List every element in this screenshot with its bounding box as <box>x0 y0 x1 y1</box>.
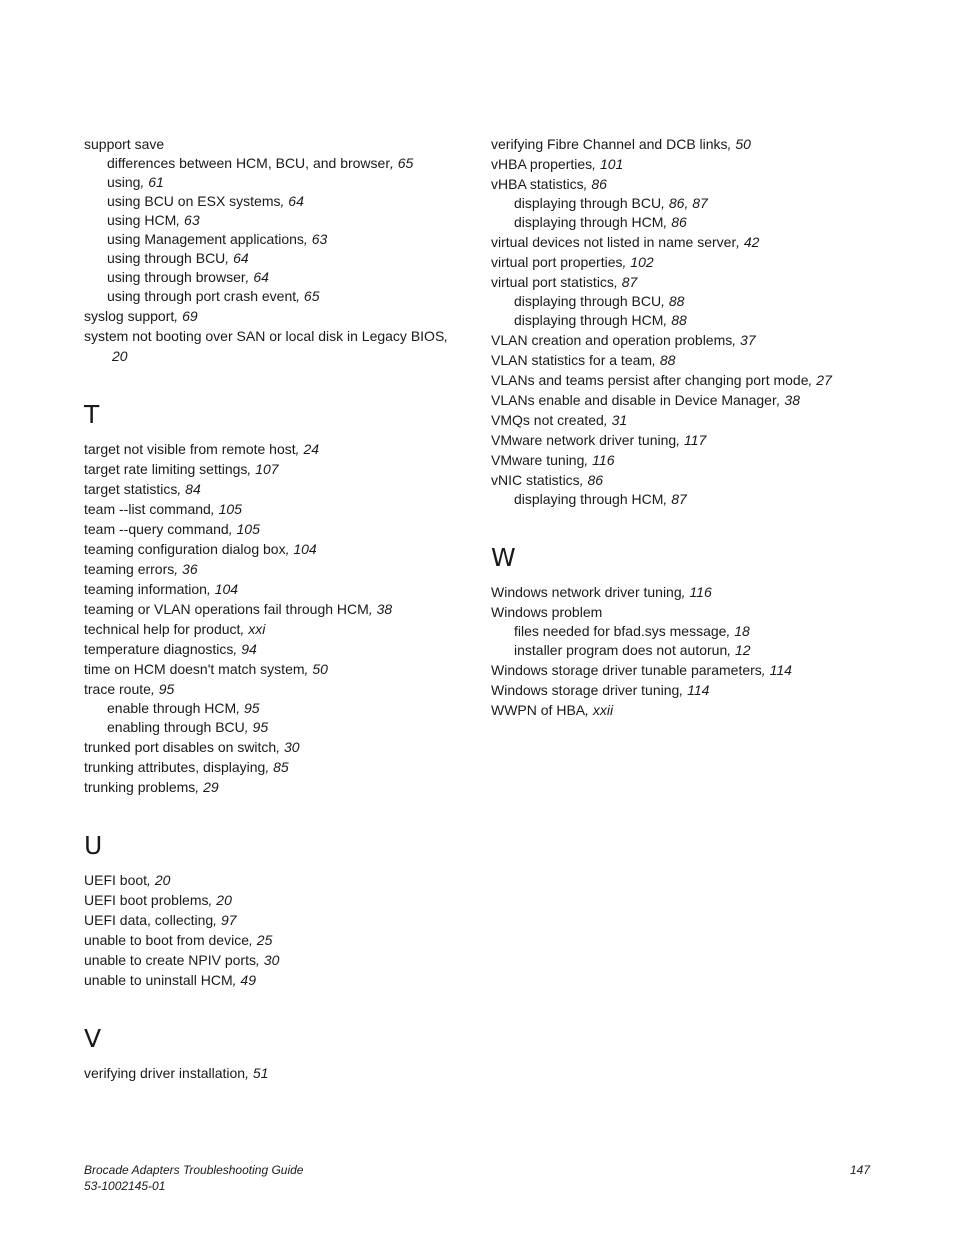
index-subentry: files needed for bfad.sys message, 18 <box>514 623 750 639</box>
entry-text: vNIC statistics <box>491 472 580 488</box>
index-entry: unable to boot from device, 25 <box>84 932 273 948</box>
index-entry: verifying driver installation, 51 <box>84 1065 269 1081</box>
entry-text: verifying Fibre Channel and DCB links <box>491 136 728 152</box>
page-reference-link[interactable]: 95 <box>243 700 260 716</box>
footer-title: Brocade Adapters Troubleshooting Guide <box>84 1163 304 1177</box>
entry-text: vHBA properties <box>491 156 593 172</box>
index-subentry: displaying through HCM, 88 <box>514 312 687 328</box>
index-entry: UEFI boot problems, 20 <box>84 892 232 908</box>
entry-text: files needed for bfad.sys message <box>514 623 727 639</box>
entry-text: target statistics <box>84 481 178 497</box>
index-entry: trunking attributes, displaying, 85 <box>84 759 289 775</box>
index-entry <box>84 134 474 154</box>
index-entry: system not booting over SAN or local disk in Legacy BIOS, 20 <box>84 326 474 366</box>
index-entry: VMQs not created, 31 <box>491 412 628 428</box>
index-entry: vNIC statistics, 86 <box>491 472 604 488</box>
page-reference-link[interactable]: 95 <box>252 719 269 735</box>
index-column-right <box>491 134 891 720</box>
entry-text: using Management applications <box>107 231 304 247</box>
index-entry: trunking problems, 29 <box>84 779 219 795</box>
page-reference-link[interactable]: 49 <box>240 972 256 988</box>
page-reference-link[interactable]: 94 <box>241 641 257 657</box>
index-entry: target rate limiting settings, 107 <box>84 461 279 477</box>
page-reference-link[interactable]: 97 <box>220 912 237 928</box>
index-entry: WWPN of HBA, xxii <box>491 702 614 718</box>
entry-text: system not booting over SAN or local disk in Legacy BIOS <box>84 328 445 344</box>
index-subentry: using through port crash event, 65 <box>107 288 320 304</box>
entry-text: using <box>107 174 141 190</box>
page-reference-link[interactable]: 30 <box>263 952 280 968</box>
index-subentry: using, 61 <box>107 174 164 190</box>
section-letter-t: T <box>84 400 100 429</box>
entry-text: verifying driver installation <box>84 1065 246 1081</box>
index-entry: team --list command, 105 <box>84 501 242 517</box>
entry-text: displaying through BCU <box>514 293 662 309</box>
page-reference-link[interactable]: 27 <box>816 372 832 388</box>
index-entry: VLANs enable and disable in Device Manager, 38 <box>491 392 800 408</box>
index-subentry: differences between HCM, BCU, and browser, 65 <box>107 155 414 171</box>
entry-text: installer program does not autorun <box>514 642 728 658</box>
entry-text: UEFI boot problems <box>84 892 209 908</box>
index-entry: trace route, 95 <box>84 681 175 697</box>
entry-text: VMware tuning <box>491 452 585 468</box>
entry-text: displaying through HCM <box>514 214 664 230</box>
index-subentry: displaying through BCU, 88 <box>514 293 685 309</box>
entry-text: enabling through BCU <box>107 719 245 735</box>
entry-text: Windows storage driver tuning <box>491 682 680 698</box>
page-reference-link[interactable]: 95 <box>158 681 175 697</box>
index-entry: target statistics, 84 <box>84 481 201 497</box>
page-reference-link[interactable]: 65 <box>397 155 414 171</box>
page-reference-link[interactable]: 69 <box>182 308 198 324</box>
page-reference-link[interactable]: 20 <box>112 348 128 364</box>
entry-text: target not visible from remote host <box>84 441 296 457</box>
index-entry: temperature diagnostics, 94 <box>84 641 257 657</box>
page-reference-link[interactable]: 84 <box>185 481 201 497</box>
entry-text: displaying through BCU <box>514 195 662 211</box>
page-reference-link[interactable]: 86 <box>587 472 604 488</box>
section-letter-w: W <box>491 543 516 572</box>
page-reference-link[interactable]: 85 <box>273 759 289 775</box>
page-reference-link[interactable]: 105 <box>218 501 242 517</box>
entry-text: teaming configuration dialog box <box>84 541 286 557</box>
page-reference-link[interactable]: 86, 87 <box>668 195 708 211</box>
page-reference-link[interactable]: 86 <box>671 214 687 230</box>
entry-text: VLAN statistics for a team <box>491 352 653 368</box>
entry-text: VLAN creation and operation problems <box>491 332 733 348</box>
index-entry: technical help for product, xxi <box>84 621 266 637</box>
page-reference-link[interactable]: xxi <box>248 621 266 637</box>
entry-text: VLANs and teams persist after changing port mode <box>491 372 809 388</box>
index-subentry: displaying through HCM, 86 <box>514 214 687 230</box>
footer-page-number: 147 <box>849 1163 870 1177</box>
index-entry: virtual devices not listed in name server, 42 <box>491 234 760 250</box>
entry-text: displaying through HCM <box>514 491 664 507</box>
entry-text: teaming or VLAN operations fail through HCM <box>84 601 369 617</box>
page-reference-link[interactable]: 88 <box>671 312 687 328</box>
section-letter-v: V <box>84 1024 102 1053</box>
entry-text: VLANs enable and disable in Device Manager <box>491 392 777 408</box>
page-reference-link[interactable]: 24 <box>303 441 320 457</box>
entry-text: enable through HCM <box>107 700 237 716</box>
index-entry: virtual port properties, 102 <box>491 254 654 270</box>
index-entry: VLAN creation and operation problems, 37 <box>491 332 756 348</box>
entry-text: VMware network driver tuning <box>491 432 677 448</box>
entry-text: Windows storage driver tunable parameters <box>491 662 762 678</box>
page-reference-link[interactable]: 61 <box>148 174 164 190</box>
index-entry: syslog support, 69 <box>84 308 198 324</box>
page-reference-link[interactable]: 42 <box>743 234 760 250</box>
index-subentry: installer program does not autorun, 12 <box>514 642 751 658</box>
index-subentry: displaying through HCM, 87 <box>514 491 687 507</box>
page-reference-link[interactable]: 104 <box>293 541 317 557</box>
index-subentry: displaying through BCU, 86, 87 <box>514 195 708 211</box>
index-entry: unable to uninstall HCM, 49 <box>84 972 256 988</box>
entry-text: teaming information <box>84 581 207 597</box>
index-entry: time on HCM doesn't match system, 50 <box>84 661 328 677</box>
entry-text: unable to uninstall HCM <box>84 972 233 988</box>
page-reference-link[interactable]: 50 <box>312 661 328 677</box>
index-entry: VMware tuning, 116 <box>491 452 615 468</box>
index-subentry: using through BCU, 64 <box>107 250 249 266</box>
page-reference-link[interactable]: 86 <box>591 176 607 192</box>
entry-text: team --list command <box>84 501 211 517</box>
index-subentry: using Management applications, 63 <box>107 231 328 247</box>
page-reference-link[interactable]: 12 <box>735 642 751 658</box>
page-reference-link[interactable]: 29 <box>203 779 219 795</box>
entry-text: WWPN of HBA <box>491 702 586 718</box>
index-entry: vHBA statistics, 86 <box>491 176 607 192</box>
entry-text: virtual port properties <box>491 254 623 270</box>
index-entry: Windows network driver tuning, 116 <box>491 584 712 600</box>
index-entry: virtual port statistics, 87 <box>491 274 638 290</box>
index-entry: teaming errors, 36 <box>84 561 198 577</box>
footer-right <box>850 1162 870 1178</box>
entry-text: differences between HCM, BCU, and browser <box>107 155 390 171</box>
page-reference-link[interactable]: 116 <box>592 452 615 468</box>
page-reference-link[interactable]: 116 <box>689 584 712 600</box>
footer-doc-number: 53-1002145-01 <box>84 1179 166 1193</box>
page-reference-link[interactable]: 105 <box>236 521 260 537</box>
index-entry: teaming information, 104 <box>84 581 239 597</box>
entry-text: trace route <box>84 681 151 697</box>
page-reference-link[interactable]: 104 <box>214 581 239 597</box>
page-reference-link[interactable]: 114 <box>769 662 792 678</box>
page-reference-link[interactable]: 101 <box>599 156 624 172</box>
index-entry: VLANs and teams persist after changing port mode, 27 <box>491 372 832 388</box>
entry-text: trunking problems <box>84 779 196 795</box>
page-reference-link[interactable]: 20 <box>216 892 232 908</box>
page-reference-link[interactable]: 87 <box>671 491 687 507</box>
entry-text: unable to boot from device <box>84 932 249 948</box>
index-entry: teaming or VLAN operations fail through HCM, 38 <box>84 601 393 617</box>
entry-text: UEFI boot <box>84 872 148 888</box>
entry-text: trunked port disables on switch <box>84 739 277 755</box>
page-reference-link[interactable]: 88 <box>668 293 685 309</box>
page-reference-link[interactable]: 20 <box>154 872 171 888</box>
page-reference-link[interactable]: 64 <box>233 250 249 266</box>
index-entry: vHBA properties, 101 <box>491 156 624 172</box>
index-entry: Windows storage driver tuning, 114 <box>491 682 710 698</box>
entry-text: technical help for product <box>84 621 241 637</box>
index-entry: unable to create NPIV ports, 30 <box>84 952 280 968</box>
entry-text: using through browser <box>107 269 246 285</box>
entry-text: team --query command <box>84 521 229 537</box>
page-reference-link[interactable]: 38 <box>376 601 393 617</box>
page-reference-link[interactable]: 114 <box>687 682 710 698</box>
page-reference-link[interactable]: 37 <box>740 332 756 348</box>
entry-text: target rate limiting settings <box>84 461 248 477</box>
page-reference-link[interactable]: 87 <box>621 274 638 290</box>
entry-text: using through port crash event <box>107 288 297 304</box>
entry-text: trunking attributes, displaying <box>84 759 266 775</box>
index-entry: verifying Fibre Channel and DCB links, 50 <box>491 136 751 152</box>
entry-text: unable to create NPIV ports <box>84 952 256 968</box>
index-entry: teaming configuration dialog box, 104 <box>84 541 317 557</box>
page-reference-link[interactable]: 88 <box>659 352 676 368</box>
index-entry: team --query command, 105 <box>84 521 260 537</box>
page-reference-link[interactable]: 65 <box>303 288 320 304</box>
entry-text: Windows network driver tuning <box>491 584 682 600</box>
page-reference-link[interactable]: 30 <box>284 739 300 755</box>
entry-text: displaying through HCM <box>514 312 664 328</box>
page-reference-link[interactable]: 50 <box>735 136 751 152</box>
entry-text: using HCM <box>107 212 177 228</box>
page-reference-link[interactable]: 63 <box>184 212 200 228</box>
entry-text: UEFI data, collecting <box>84 912 214 928</box>
index-entry <box>491 602 891 622</box>
entry-text: VMQs not created <box>491 412 604 428</box>
page-reference-link[interactable]: 25 <box>256 932 273 948</box>
index-column-left <box>84 134 474 1083</box>
index-entry: VLAN statistics for a team, 88 <box>491 352 676 368</box>
entry-text: Windows problem <box>491 604 603 620</box>
page-reference-link[interactable]: 102 <box>630 254 654 270</box>
entry-text: virtual devices not listed in name server <box>491 234 737 250</box>
footer-left <box>84 1162 303 1194</box>
page-reference-link[interactable]: 64 <box>253 269 269 285</box>
entry-text: vHBA statistics <box>491 176 584 192</box>
index-entry: UEFI data, collecting, 97 <box>84 912 237 928</box>
page-reference-link[interactable]: 64 <box>288 193 304 209</box>
page-reference-link[interactable]: xxii <box>592 702 614 718</box>
page-reference-link[interactable]: 31 <box>611 412 628 428</box>
entry-text: time on HCM doesn't match system <box>84 661 305 677</box>
index-entry: trunked port disables on switch, 30 <box>84 739 300 755</box>
page-reference-link[interactable]: 36 <box>182 561 198 577</box>
page-reference-link[interactable]: 63 <box>311 231 328 247</box>
page-reference-link[interactable]: 18 <box>734 623 750 639</box>
page-reference-link[interactable]: 107 <box>255 461 279 477</box>
index-entry: target not visible from remote host, 24 <box>84 441 320 457</box>
entry-text: using through BCU <box>107 250 226 266</box>
entry-text: teaming errors <box>84 561 175 577</box>
entry-text: virtual port statistics <box>491 274 614 290</box>
page-reference-link[interactable]: 38 <box>784 392 800 408</box>
entry-text: support save <box>84 136 165 152</box>
index-entry: Windows storage driver tunable parameters, 114 <box>491 662 792 678</box>
index-subentry: using BCU on ESX systems, 64 <box>107 193 304 209</box>
index-subentry: using HCM, 63 <box>107 212 200 228</box>
page-reference-link[interactable]: 117 <box>683 432 707 448</box>
index-subentry: enabling through BCU, 95 <box>107 719 269 735</box>
entry-text: temperature diagnostics <box>84 641 234 657</box>
page-reference-link[interactable]: 51 <box>252 1065 269 1081</box>
index-entry: UEFI boot, 20 <box>84 872 171 888</box>
entry-text: using BCU on ESX systems <box>107 193 281 209</box>
index-entry: VMware network driver tuning, 117 <box>491 432 707 448</box>
section-letter-u: U <box>84 831 103 860</box>
index-subentry: enable through HCM, 95 <box>107 700 260 716</box>
entry-text: syslog support <box>84 308 175 324</box>
index-subentry: using through browser, 64 <box>107 269 269 285</box>
